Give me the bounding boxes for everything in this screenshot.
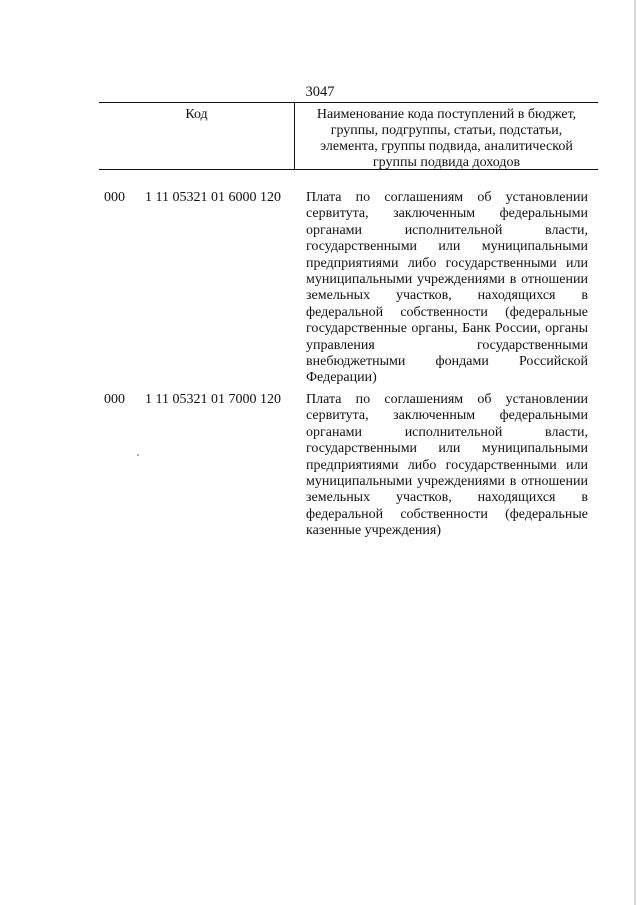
row-admin-code: 000	[104, 392, 125, 407]
scan-edge-shadow	[634, 0, 636, 905]
row-revenue-code: 1 11 05321 01 7000 120	[145, 392, 281, 407]
row-admin-code: 000	[104, 190, 125, 205]
page-number: 3047	[305, 84, 335, 100]
table-header	[99, 102, 598, 170]
header-code-column: Код	[99, 103, 295, 169]
row-revenue-code: 1 11 05321 01 6000 120	[145, 190, 281, 205]
scan-speck	[137, 454, 139, 456]
row-revenue-name: Плата по соглашениям об установлении сервитута, заключенным федеральными органами исполнительной власти, государственными или муниципальными предприятиями либо государственными или муниципальными учреждениями в отношении земельных участков, находящихся в федеральной собственности (федеральные казенные учреждения)	[306, 392, 588, 539]
header-name-column: Наименование кода поступлений в бюджет, группы, подгруппы, статьи, подстатьи, элемента, группы подвида, аналитической группы подвида доходов	[316, 107, 577, 170]
row-revenue-name: Плата по соглашениям об установлении сервитута, заключенным федеральными органами исполнительной власти, государственными или муниципальными предприятиями либо государственными или муниципальными учреждениями в отношении земельных участков, находящихся в федеральной собственности (федеральные государственные органы, Банк России, органы управления государственными внебюджетными фондами Российской Федерации)	[306, 190, 588, 386]
